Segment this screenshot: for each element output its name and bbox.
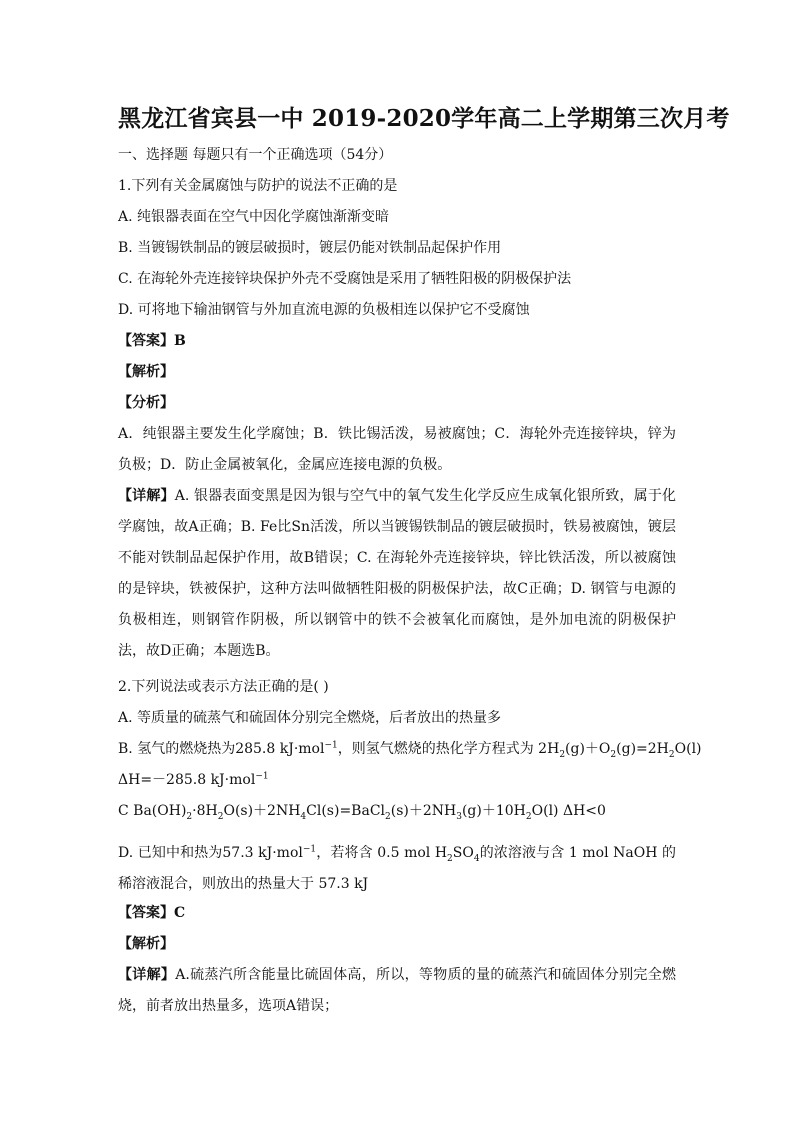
q2-stem: 2.下列说法或表示方法正确的是( ) [118, 679, 329, 695]
page-title: 黑龙江省宾县一中 2019-2020学年高二上学期第三次月考 [118, 105, 730, 132]
q1-analysis-label: 【解析】 [118, 364, 174, 380]
q1-fenxi-text: A．纯银器主要发生化学腐蚀；B．铁比锡活泼，易被腐蚀；C．海轮外壳连接锌块，锌为负极；D．防止金属被氧化，金属应连接电源的负极。 [118, 426, 676, 473]
q1-option-a: A. 纯银器表面在空气中因化学腐蚀渐渐变暗 [118, 209, 390, 225]
q2-option-c: C $Ba(OH)_2\cdot 8H_2O(s)+2NH_4Cl(s)=BaCl_2(s)+2NH_3(g)+10H_2O(l)$ ΔH<0 [118, 803, 606, 822]
q1-option-b: B. 当镀锡铁制品的镀层破损时，镀层仍能对铁制品起保护作用 [118, 240, 502, 256]
q2-option-b-enthalpy: ΔH=－285.8 kJ·mol$^{-1}$ [118, 771, 269, 788]
q1-stem: 1.下列有关金属腐蚀与防护的说法不正确的是 [118, 178, 398, 194]
q2-detail-text: A.硫蒸汽所含能量比硫固体高，所以，等物质的量的硫蒸汽和硫固体分别完全燃烧，前者放出热量多，选项A错误； [118, 967, 677, 1014]
q1-detail-text: A. 银器表面变黑是因为银与空气中的氧气发生化学反应生成氧化银所致，属于化学腐蚀，故A正确；B. Fe比Sn活泼，所以当镀锡铁制品的镀层破损时，铁易被腐蚀，镀层不能对铁制品起保护作用，故B错误；C. 在海轮外壳连接锌块，锌比铁活泼，所以被腐蚀的是锌块，铁被保护，这种方法叫做牺牲阳极的阴极保护法，故C正确；D. 钢管与电源的负极相连，则钢管作阴极，所以钢管中的铁不会被氧化而腐蚀，是外加电流的阴极保护法，故D正确；本题选B。 [118, 488, 677, 659]
q2-analysis-label: 【解析】 [118, 936, 174, 952]
q2-detail-label: 【详解】 [118, 967, 176, 983]
q2-detail [118, 960, 676, 1022]
q1-option-d: D. 可将地下输油钢管与外加直流电源的负极相连以保护它不受腐蚀 [118, 302, 530, 318]
q1-fenxi-label: 【分析】 [118, 395, 174, 411]
section-heading: 一、选择题 每题只有一个正确选项（54分） [118, 147, 393, 163]
q1-detail-label: 【详解】 [118, 488, 175, 504]
q1-detail [118, 481, 676, 667]
q1-answer: 【答案】B [118, 333, 186, 349]
q1-option-c: C. 在海轮外壳连接锌块保护外壳不受腐蚀是采用了牺牲阳极的阴极保护法 [118, 271, 572, 287]
q2-option-a: A. 等质量的硫蒸气和硫固体分别完全燃烧，后者放出的热量多 [118, 710, 502, 726]
q2-option-d: D. 已知中和热为57.3 kJ·mol$^{-1}$，若将含 0.5 mol $H_2SO_4$的浓溶液与含 1 mol NaOH 的 稀溶液混合，则放出的热量大于 57.3 kJ [118, 844, 676, 892]
q2-answer: 【答案】C [118, 905, 186, 921]
q2-option-b: B. 氢气的燃烧热为285.8 kJ·mol$^{-1}$，则氢气燃烧的热化学方程式为 $2H_2(g)+O_2(g)=2H_2O(l)$ [118, 740, 702, 760]
